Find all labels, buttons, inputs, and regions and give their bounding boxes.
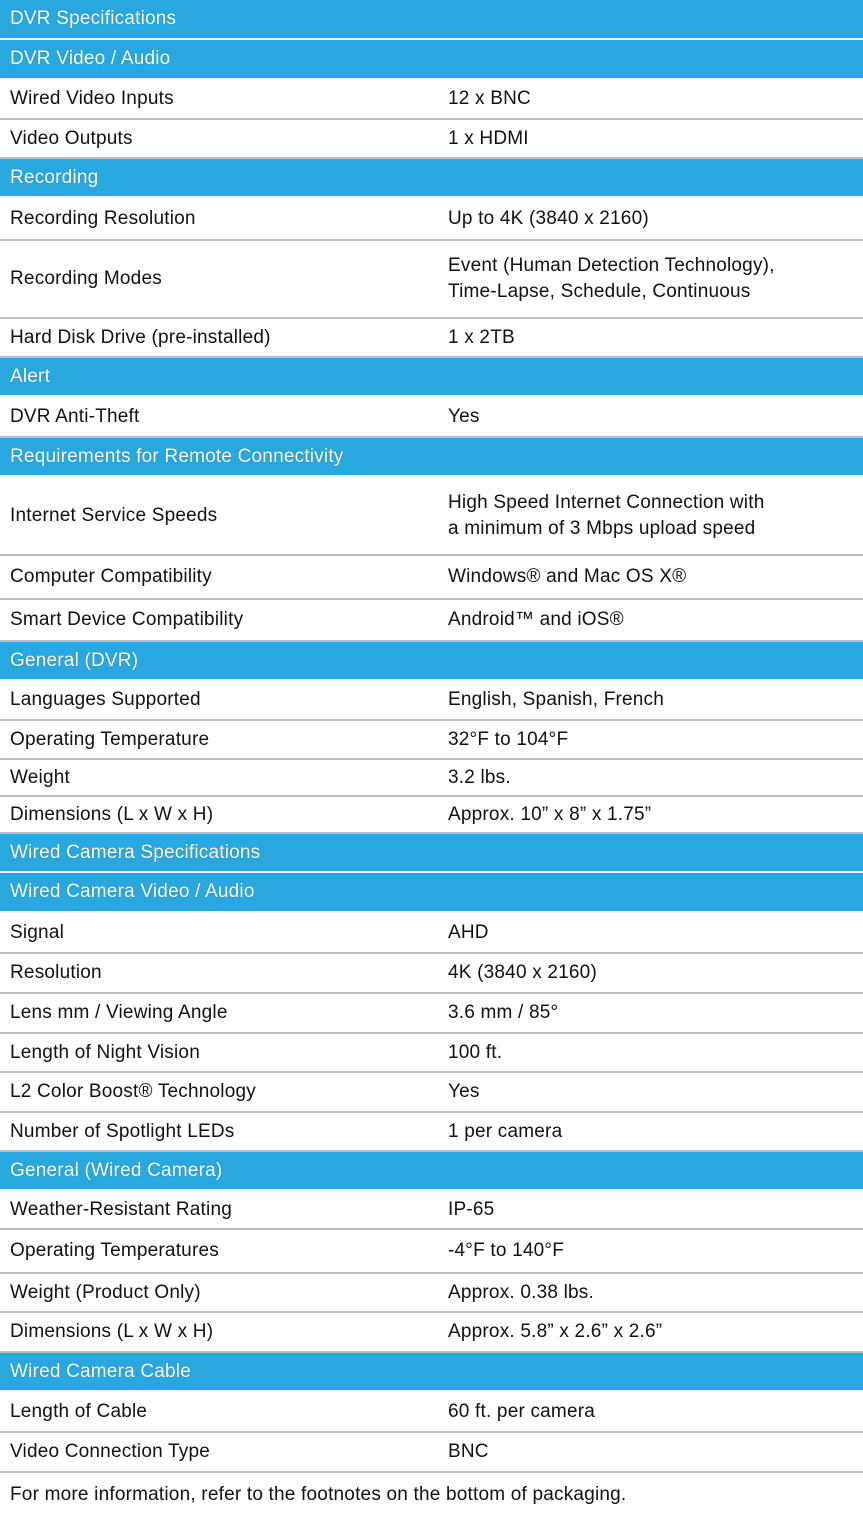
spec-value: Yes	[448, 1081, 480, 1102]
spec-label: Smart Device Compatibility	[10, 609, 244, 630]
spec-label: Signal	[10, 921, 65, 943]
section-title: General (Wired Camera)	[10, 1159, 223, 1181]
spec-row	[0, 1073, 863, 1113]
spec-label: Video Connection Type	[10, 1441, 210, 1462]
spec-label: Hard Disk Drive (pre-installed)	[10, 326, 271, 348]
spec-label: Wired Video Inputs	[10, 88, 174, 109]
spec-label: Weight (Product Only)	[10, 1281, 201, 1303]
spec-row	[0, 681, 863, 721]
spec-label: Computer Compatibility	[10, 566, 212, 587]
footnote-text: For more information, refer to the footnotes on the bottom of packaging.	[10, 1483, 627, 1505]
spec-label: L2 Color Boost® Technology	[10, 1081, 256, 1102]
spec-value	[448, 253, 863, 305]
section-title: General (DVR)	[10, 649, 139, 671]
section-header	[0, 834, 863, 873]
spec-label: Resolution	[10, 962, 102, 983]
spec-value: 60 ft. per camera	[448, 1400, 596, 1422]
spec-value-line: a minimum of 3 Mbps upload speed	[448, 517, 756, 539]
spec-row	[0, 1230, 863, 1274]
spec-label: Video Outputs	[10, 127, 133, 149]
spec-row	[0, 1191, 863, 1230]
section-title: Wired Camera Video / Audio	[10, 881, 255, 902]
spec-label: Internet Service Speeds	[10, 504, 218, 526]
spec-value	[448, 490, 863, 542]
spec-value: Yes	[448, 405, 480, 427]
spec-row	[0, 1392, 863, 1433]
section-header	[0, 873, 863, 913]
spec-value: 3.2 lbs.	[448, 766, 511, 788]
spec-value: 32°F to 104°F	[448, 728, 569, 750]
spec-value: 1 x 2TB	[448, 326, 515, 348]
section-header	[0, 1152, 863, 1191]
spec-value: 1 per camera	[448, 1120, 563, 1142]
section-title: DVR Video / Audio	[10, 48, 171, 69]
spec-label: Recording Modes	[10, 268, 162, 289]
spec-value: IP-65	[448, 1198, 495, 1220]
section-title: DVR Specifications	[10, 8, 177, 29]
spec-label: DVR Anti-Theft	[10, 405, 140, 427]
spec-value: Up to 4K (3840 x 2160)	[448, 207, 649, 229]
spec-row	[0, 556, 863, 600]
spec-row	[0, 319, 863, 358]
spec-row	[0, 1113, 863, 1152]
spec-value: 12 x BNC	[448, 88, 531, 109]
spec-value: Android™ and iOS®	[448, 609, 624, 630]
spec-label: Length of Night Vision	[10, 1041, 200, 1063]
spec-value: Windows® and Mac OS X®	[448, 566, 687, 587]
spec-row	[0, 120, 863, 159]
section-header	[0, 40, 863, 80]
spec-row	[0, 721, 863, 760]
section-title: Recording	[10, 166, 99, 188]
spec-row	[0, 80, 863, 120]
spec-row	[0, 241, 863, 319]
spec-label: Lens mm / Viewing Angle	[10, 1002, 228, 1023]
section-header	[0, 642, 863, 681]
spec-row	[0, 477, 863, 556]
spec-row	[0, 1034, 863, 1073]
section-title: Wired Camera Specifications	[10, 841, 261, 863]
spec-label: Recording Resolution	[10, 207, 196, 229]
section-title: Requirements for Remote Connectivity	[10, 445, 344, 467]
spec-row	[0, 1433, 863, 1473]
spec-value: 100 ft.	[448, 1041, 503, 1063]
spec-value-line: Event (Human Detection Technology),	[448, 255, 775, 276]
spec-row	[0, 797, 863, 834]
spec-value: 1 x HDMI	[448, 127, 529, 149]
spec-label: Operating Temperatures	[10, 1240, 219, 1261]
section-header	[0, 438, 863, 477]
spec-value: 4K (3840 x 2160)	[448, 962, 597, 983]
spec-row	[0, 994, 863, 1034]
spec-row	[0, 760, 863, 797]
spec-value: AHD	[448, 921, 489, 943]
spec-label: Dimensions (L x W x H)	[10, 1321, 214, 1342]
spec-value: Approx. 0.38 lbs.	[448, 1281, 594, 1303]
section-header	[0, 1353, 863, 1392]
spec-row	[0, 913, 863, 954]
section-title: Alert	[10, 365, 51, 387]
spec-value: Approx. 5.8” x 2.6” x 2.6”	[448, 1321, 663, 1342]
spec-value: 3.6 mm / 85°	[448, 1002, 559, 1023]
section-title: Wired Camera Cable	[10, 1360, 191, 1382]
section-header	[0, 358, 863, 397]
spec-value: Approx. 10” x 8” x 1.75”	[448, 803, 652, 825]
spec-label: Languages Supported	[10, 689, 201, 710]
spec-value: English, Spanish, French	[448, 689, 665, 710]
spec-label: Weather-Resistant Rating	[10, 1198, 232, 1220]
spec-label: Weight	[10, 766, 70, 788]
spec-value-line: High Speed Internet Connection with	[448, 491, 765, 513]
spec-value: BNC	[448, 1441, 489, 1462]
section-header	[0, 159, 863, 198]
spec-label: Operating Temperature	[10, 728, 210, 750]
spec-row	[0, 198, 863, 241]
spec-label: Number of Spotlight LEDs	[10, 1120, 235, 1142]
footnote-row	[0, 1473, 863, 1516]
section-header	[0, 0, 863, 40]
spec-label: Length of Cable	[10, 1400, 148, 1422]
spec-row	[0, 397, 863, 438]
spec-row	[0, 600, 863, 642]
spec-row	[0, 1313, 863, 1353]
spec-label: Dimensions (L x W x H)	[10, 803, 214, 825]
spec-row	[0, 954, 863, 994]
spec-value: -4°F to 140°F	[448, 1240, 565, 1261]
spec-value-line: Time-Lapse, Schedule, Continuous	[448, 281, 751, 302]
spec-row	[0, 1274, 863, 1313]
